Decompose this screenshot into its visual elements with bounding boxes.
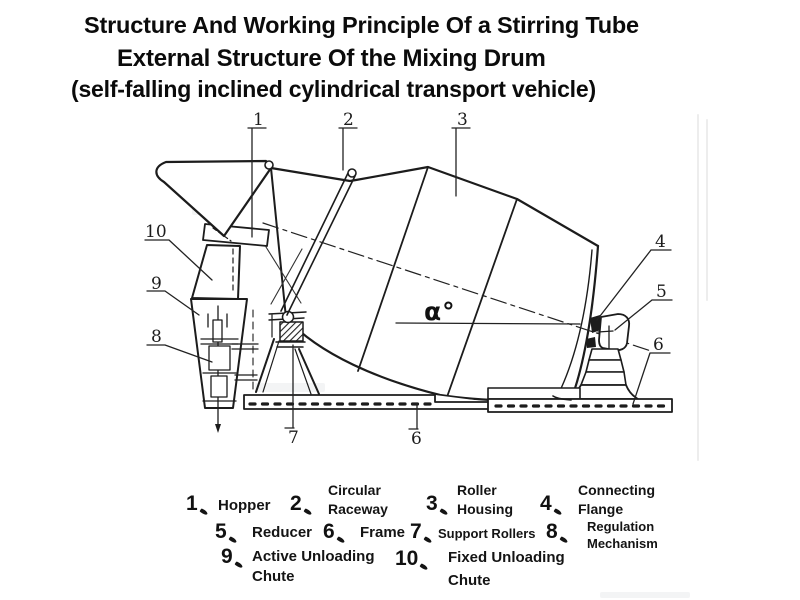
legend-item-3-label-line2: Housing (457, 501, 513, 517)
callout-6-right: 6 (653, 335, 664, 355)
enumeration-comma (438, 501, 449, 516)
page-subtitle: External Structure Of the Mixing Drum (117, 45, 546, 72)
legend-item-5-number: 5 (215, 520, 238, 544)
legend-item-2-number: 2 (290, 492, 313, 516)
callout-5: 5 (656, 282, 667, 302)
legend-item-10-label-line1: Fixed Unloading (448, 549, 565, 566)
legend-item-3-number: 3 (426, 492, 449, 516)
legend-item-4-label-line2: Flange (578, 501, 624, 517)
enumeration-comma (335, 529, 346, 544)
legend-item-1-number: 1 (186, 492, 209, 516)
alpha-angle-label: α° (424, 297, 456, 326)
legend-item-8-label-line2: Mechanism (587, 536, 658, 551)
legend-item-5-label: Reducer (252, 524, 313, 541)
callout-1: 1 (253, 110, 264, 130)
legend-item-7-label: Support Rollers (438, 526, 536, 541)
enumeration-comma (302, 501, 313, 516)
enumeration-comma (227, 529, 238, 544)
enumeration-comma (198, 501, 209, 516)
legend-item-9-number: 9 (221, 545, 244, 569)
legend-item-4-label-line1: Connecting (578, 482, 655, 498)
page-subtitle-2: (self-falling inclined cylindrical transport vehicle) (71, 76, 596, 102)
legend-item-6-label: Frame (360, 524, 406, 541)
legend-item-2-label-line1: Circular (328, 482, 381, 498)
legend-item-3-label-line1: Roller (457, 482, 497, 498)
page-title: Structure And Working Principle Of a Stirring Tube (84, 12, 639, 38)
callout-2: 2 (343, 110, 354, 130)
legend-item-8-number: 8 (546, 520, 569, 544)
callout-3: 3 (457, 110, 468, 130)
legend-item-9-label-line2: Chute (252, 568, 295, 585)
enumeration-comma (558, 529, 569, 544)
callout-9: 9 (151, 274, 162, 294)
legend-item-4-number: 4 (540, 492, 563, 516)
enumeration-comma (422, 529, 433, 544)
legend-item-9-label-line1: Active Unloading (252, 548, 375, 565)
rear-rail-block (488, 388, 580, 399)
legend-item-1-label: Hopper (218, 497, 271, 514)
enumeration-comma (552, 501, 563, 516)
legend-item-2-label-line2: Raceway (328, 501, 388, 517)
enumeration-comma (233, 554, 244, 569)
callout-8: 8 (151, 327, 162, 347)
legend-item-7-number: 7 (410, 520, 433, 544)
callout-6-bottom: 6 (411, 429, 422, 449)
callout-4: 4 (655, 232, 666, 252)
legend-item-10-number: 10 (395, 547, 429, 571)
mixing-drum-body (266, 167, 598, 401)
hopper (156, 161, 273, 246)
hopper-pivot (265, 161, 273, 169)
page-fold-lines (698, 115, 707, 460)
callout-7: 7 (288, 428, 299, 448)
rear-rail (488, 399, 672, 412)
enumeration-comma (418, 556, 429, 571)
legend-item-6-number: 6 (323, 520, 346, 544)
callout-10: 10 (145, 222, 167, 242)
legend-item-10-label-line2: Chute (448, 572, 491, 589)
legend-item-8-label-line1: Regulation (587, 519, 655, 534)
